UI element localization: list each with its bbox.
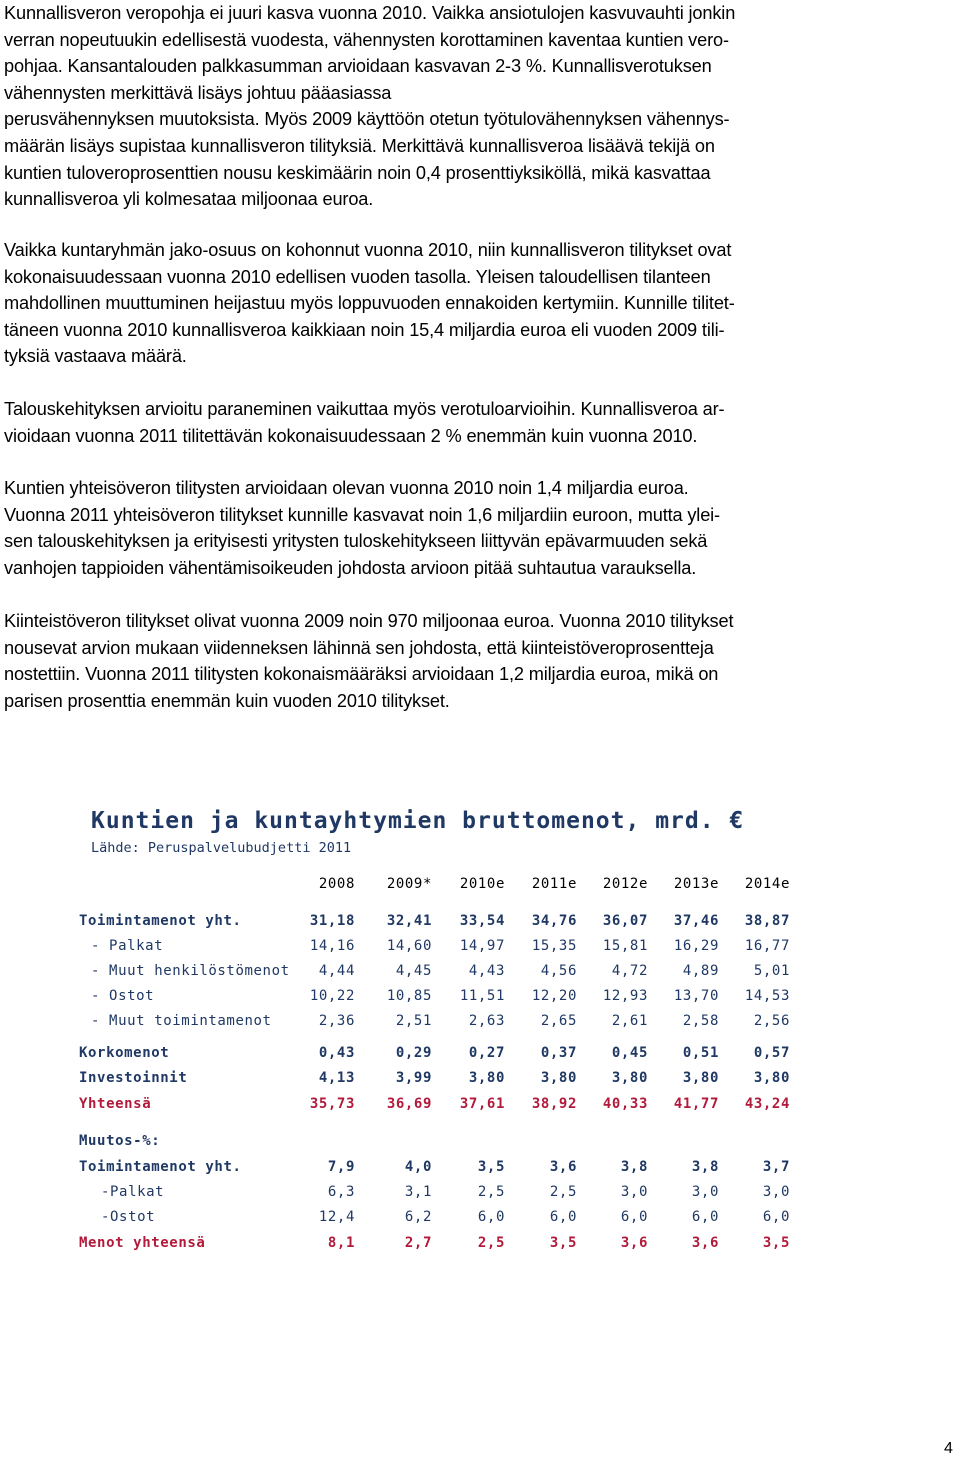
text-line: vioidaan vuonna 2011 tilitettävän kokonaisuudessaan 2 % enemmän kuin vuonna 2010. [4,425,698,446]
table-cell: 36,69 [386,1096,432,1112]
table-cell: 15,81 [602,938,648,954]
table-cell: 36,07 [602,913,648,929]
column-header: 2010e [459,876,505,892]
text-line: tyksiä vastaava määrä. [4,346,187,367]
text-line: määrän lisäys supistaa kunnallisveron tilityksiä. Merkittävä kunnallisveroa lisäävä tekijä on [4,135,715,156]
paragraph-yhteisovero [4,475,954,581]
table-cell: 0,27 [468,1045,505,1061]
change-cell: 3,6 [549,1159,577,1175]
row-label: - Muut toimintamenot [91,1013,272,1029]
text-line: mahdollinen muuttuminen heijastuu myös loppuvuoden ennakoiden kertymiin. Kunnille tilitet- [4,293,735,314]
table-cell: 34,76 [531,913,577,929]
change-cell: 3,8 [691,1159,719,1175]
row-label: Toimintamenot yht. [79,913,242,929]
paragraph-kuntaryhman-jako-osuus [4,237,954,370]
table-title: Kuntien ja kuntayhtymien bruttomenot, mrd. € [91,808,745,834]
table-cell: 3,99 [395,1070,432,1086]
table-cell: 2,58 [682,1013,719,1029]
table-cell: 2,51 [395,1013,432,1029]
table-cell: 14,97 [459,938,505,954]
column-header: 2013e [673,876,719,892]
table-cell: 14,53 [744,988,790,1004]
table-cell: 16,29 [673,938,719,954]
paragraph-kiinteistovero [4,608,954,714]
change-cell: 6,0 [549,1209,577,1225]
table-cell: 0,57 [753,1045,790,1061]
table-cell: 38,92 [531,1096,577,1112]
row-label: Investoinnit [79,1070,188,1086]
table-cell: 3,80 [468,1070,505,1086]
text-line: kunnallisveroa yli kolmesataa miljoonaa euroa. [4,189,374,210]
change-cell: 8,1 [327,1235,355,1251]
change-cell: 2,5 [477,1184,505,1200]
change-row-label: Menot yhteensä [79,1235,206,1251]
table-cell: 40,33 [602,1096,648,1112]
row-label: Korkomenot [79,1045,170,1061]
table-cell: 5,01 [753,963,790,979]
change-cell: 2,5 [549,1184,577,1200]
table-cell: 2,36 [318,1013,355,1029]
table-cell: 35,73 [309,1096,355,1112]
table-cell: 3,80 [753,1070,790,1086]
text-line: Kunnallisveron veropohja ei juuri kasva vuonna 2010. Vaikka ansiotulojen kasvuvauhti jonkin [4,3,736,23]
table-cell: 33,54 [459,913,505,929]
text-line: kokonaisuudessaan vuonna 2010 edellisen vuoden tasolla. Yleisen taloudellisen tilanteen [4,266,711,287]
change-cell: 6,2 [404,1209,432,1225]
change-row-label: Toimintamenot yht. [79,1159,242,1175]
change-cell: 3,0 [620,1184,648,1200]
column-header: 2009* [386,876,432,892]
table-cell: 2,65 [540,1013,577,1029]
table-cell: 38,87 [744,913,790,929]
text-line: Vuonna 2011 yhteisöveron tilitykset kunnille kasvavat noin 1,6 miljardiin euroon, mutta ylei- [4,504,720,525]
table-cell: 4,45 [395,963,432,979]
column-header: 2014e [744,876,790,892]
table-cell: 0,51 [682,1045,719,1061]
table-cell: 2,61 [611,1013,648,1029]
table-cell: 13,70 [673,988,719,1004]
paragraph-kunnallisveron-veropohja [4,0,954,213]
column-header: 2008 [318,876,355,892]
table-cell: 11,51 [459,988,505,1004]
change-cell: 6,0 [762,1209,790,1225]
table-cell: 3,80 [682,1070,719,1086]
table-cell: 14,16 [309,938,355,954]
table-cell: 0,37 [540,1045,577,1061]
column-header: 2012e [602,876,648,892]
change-cell: 12,4 [318,1209,355,1225]
table-cell: 15,35 [531,938,577,954]
table-cell: 3,80 [611,1070,648,1086]
change-cell: 6,0 [691,1209,719,1225]
table-source: Lähde: Peruspalvelubudjetti 2011 [91,840,352,856]
change-cell: 3,5 [477,1159,505,1175]
page-number: 4 [944,1440,953,1457]
table-cell: 3,80 [540,1070,577,1086]
change-cell: 7,9 [327,1159,355,1175]
change-cell: 3,5 [762,1235,790,1251]
change-cell: 3,6 [691,1235,719,1251]
table-cell: 12,20 [531,988,577,1004]
change-cell: 6,0 [620,1209,648,1225]
table-cell: 4,89 [682,963,719,979]
row-label: - Palkat [91,938,164,954]
table-cell: 41,77 [673,1096,719,1112]
table-cell: 0,43 [318,1045,355,1061]
table-cell: 2,56 [753,1013,790,1029]
change-row-label: -Palkat [101,1184,165,1200]
table-cell: 0,45 [611,1045,648,1061]
text-line: täneen vuonna 2010 kunnallisveroa kaikkiaan noin 15,4 miljardia euroa eli vuoden 2009 tili- [4,319,725,340]
text-line: parisen prosenttia enemmän kuin vuoden 2010 tilitykset. [4,690,450,711]
change-cell: 6,0 [477,1209,505,1225]
row-label: - Muut henkilöstömenot [91,963,290,979]
text-line: pohjaa. Kansantalouden palkkasumman arvioidaan kasvavan 2-3 %. Kunnallisverotuksen [4,56,712,77]
text-line: vähennysten merkittävä lisäys johtuu pääasiassa [4,82,392,103]
text-line: nousevat arvion mukaan viidenneksen lähinnä sen johdosta, että kiinteistöveroprosenttеja [4,637,714,658]
table-cell: 37,61 [459,1096,505,1112]
text-line: kuntien tuloveroprosenttien nousu keskimäärin noin 0,4 prosenttiyksiköllä, mikä kasvattaa [4,162,711,183]
table-cell: 4,13 [318,1070,355,1086]
table-cell: 37,46 [673,913,719,929]
change-heading: Muutos-%: [79,1133,161,1149]
table-cell: 16,77 [744,938,790,954]
paragraph-talouskehitys [4,396,954,449]
text-line: Kiinteistöveron tilitykset olivat vuonna 2009 noin 970 miljoonaa euroa. Vuonna 2010 tilitykset [4,611,734,631]
table-cell: 31,18 [309,913,355,929]
text-line: nostettiin. Vuonna 2011 tilitysten kokonaismääräksi arvioidaan 1,2 miljardia euroa, mikä on [4,664,719,685]
text-line: Talouskehityksen arvioitu paraneminen vaikuttaa myös verotuloarvioihin. Kunnallisveroa ar- [4,399,725,419]
table-cell: 4,72 [611,963,648,979]
text-line: Vaikka kuntaryhmän jako-osuus on kohonnut vuonna 2010, niin kunnallisveron tilitykset ovat [4,240,732,260]
table-cell: 4,44 [318,963,355,979]
table-cell: 43,24 [744,1096,790,1112]
table-cell: 12,93 [602,988,648,1004]
table-cell: 4,56 [540,963,577,979]
change-cell: 3,6 [620,1235,648,1251]
table-cell: 10,85 [386,988,432,1004]
change-cell: 3,8 [620,1159,648,1175]
table-cell: 14,60 [386,938,432,954]
table-cell: 32,41 [386,913,432,929]
text-line: Kuntien yhteisöveron tilitysten arvioidaan olevan vuonna 2010 noin 1,4 miljardia euroa. [4,478,689,498]
table-cell: 4,43 [468,963,505,979]
change-cell: 3,0 [762,1184,790,1200]
change-cell: 3,1 [404,1184,432,1200]
row-label: Yhteensä [79,1096,152,1112]
change-cell: 3,5 [549,1235,577,1251]
text-line: verran nopeutuukin edellisestä vuodesta, vähennysten korottaminen kaventaa kuntien vero- [4,29,729,50]
change-row-label: -Ostot [101,1209,156,1225]
row-label: - Ostot [91,988,155,1004]
text-line: sen talouskehityksen ja erityisesti yritysten tuloskehitykseen liittyvän epävarmuuden sekä [4,531,708,552]
table-cell: 2,63 [468,1013,505,1029]
column-header: 2011e [531,876,577,892]
change-cell: 6,3 [327,1184,355,1200]
text-line: perusvähennyksen muutoksista. Myös 2009 käyttöön otetun työtulovähennyksen vähennys- [4,109,730,130]
change-cell: 2,5 [477,1235,505,1251]
change-cell: 2,7 [404,1235,432,1251]
table-cell: 10,22 [309,988,355,1004]
change-cell: 3,0 [691,1184,719,1200]
table-cell: 0,29 [395,1045,432,1061]
change-cell: 4,0 [404,1159,432,1175]
change-cell: 3,7 [762,1159,790,1175]
text-line: vanhojen tappioiden vähentämisoikeuden johdosta arvioon pitää suhtautua varauksella. [4,557,697,578]
